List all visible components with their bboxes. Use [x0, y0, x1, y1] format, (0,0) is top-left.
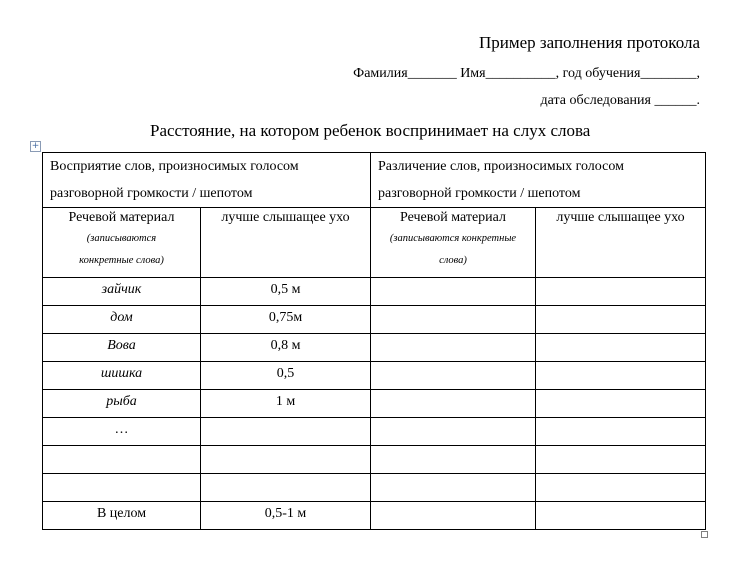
material-label: Речевой материал	[400, 210, 506, 225]
empty-cell	[371, 390, 536, 418]
table-row	[43, 446, 706, 474]
empty-cell	[371, 446, 536, 474]
table-row	[43, 418, 706, 446]
empty-cell	[536, 474, 706, 502]
table-title: Расстояние, на котором ребенок воспринимает на слух слова	[150, 121, 591, 140]
protocol-heading: Пример заполнения протокола	[478, 33, 700, 52]
ear-label: лучше слышащее ухо	[221, 210, 350, 225]
distance-cell: 0,8 м	[201, 334, 371, 362]
table-row	[43, 334, 706, 362]
ear-header-left	[201, 208, 371, 278]
material-header-left	[43, 208, 201, 278]
empty-cell	[536, 446, 706, 474]
discrimination-group-header	[371, 153, 706, 208]
distance-cell: 1 м	[201, 390, 371, 418]
table-row	[43, 362, 706, 390]
table-row	[43, 474, 706, 502]
material-note: (записываются конкретные слова)	[389, 233, 517, 266]
table-move-handle-icon[interactable]: +	[31, 141, 40, 151]
date-field-line: дата обследования ______.	[540, 93, 700, 108]
table-row	[43, 278, 706, 306]
protocol-table	[42, 152, 706, 530]
total-value-cell: 0,5-1 м	[201, 502, 371, 530]
perception-header-line: Восприятие слов, произносимых голосом	[50, 159, 299, 174]
discrimination-header-line: Различение слов, произносимых голосом	[378, 159, 624, 174]
distance-cell: 0,75м	[201, 306, 371, 334]
table-resize-handle-icon[interactable]	[701, 531, 708, 538]
material-label: Речевой материал	[68, 210, 175, 225]
total-row	[43, 502, 706, 530]
empty-cell	[536, 502, 706, 530]
word-cell: Вова	[43, 334, 201, 362]
empty-cell	[371, 278, 536, 306]
word-cell	[43, 474, 201, 502]
empty-cell	[536, 334, 706, 362]
empty-cell	[536, 362, 706, 390]
distance-cell	[201, 446, 371, 474]
name-fields-line: Фамилия_______ Имя__________, год обучения________,	[353, 66, 700, 81]
word-cell	[43, 446, 201, 474]
empty-cell	[371, 474, 536, 502]
ear-label: лучше слышащее ухо	[556, 210, 685, 225]
distance-cell	[201, 418, 371, 446]
empty-cell	[371, 334, 536, 362]
ear-header-right	[536, 208, 706, 278]
empty-cell	[371, 502, 536, 530]
discrimination-header-line: разговорной громкости / шепотом	[378, 186, 581, 201]
empty-cell	[371, 418, 536, 446]
material-header-right	[371, 208, 536, 278]
empty-cell	[536, 390, 706, 418]
distance-cell	[201, 474, 371, 502]
material-note: (записываются конкретные слова)	[79, 233, 164, 266]
empty-cell	[371, 306, 536, 334]
empty-cell	[536, 418, 706, 446]
perception-group-header	[43, 153, 371, 208]
total-label-cell: В целом	[43, 502, 201, 530]
word-cell: зайчик	[43, 278, 201, 306]
empty-cell	[536, 306, 706, 334]
perception-header-line: разговорной громкости / шепотом	[50, 186, 253, 201]
table-row	[43, 306, 706, 334]
distance-cell: 0,5	[201, 362, 371, 390]
table-row	[43, 390, 706, 418]
word-cell: рыба	[43, 390, 201, 418]
word-cell: шишка	[43, 362, 201, 390]
word-cell: дом	[43, 306, 201, 334]
empty-cell	[371, 362, 536, 390]
empty-cell	[536, 278, 706, 306]
distance-cell: 0,5 м	[201, 278, 371, 306]
word-cell: …	[43, 418, 201, 446]
